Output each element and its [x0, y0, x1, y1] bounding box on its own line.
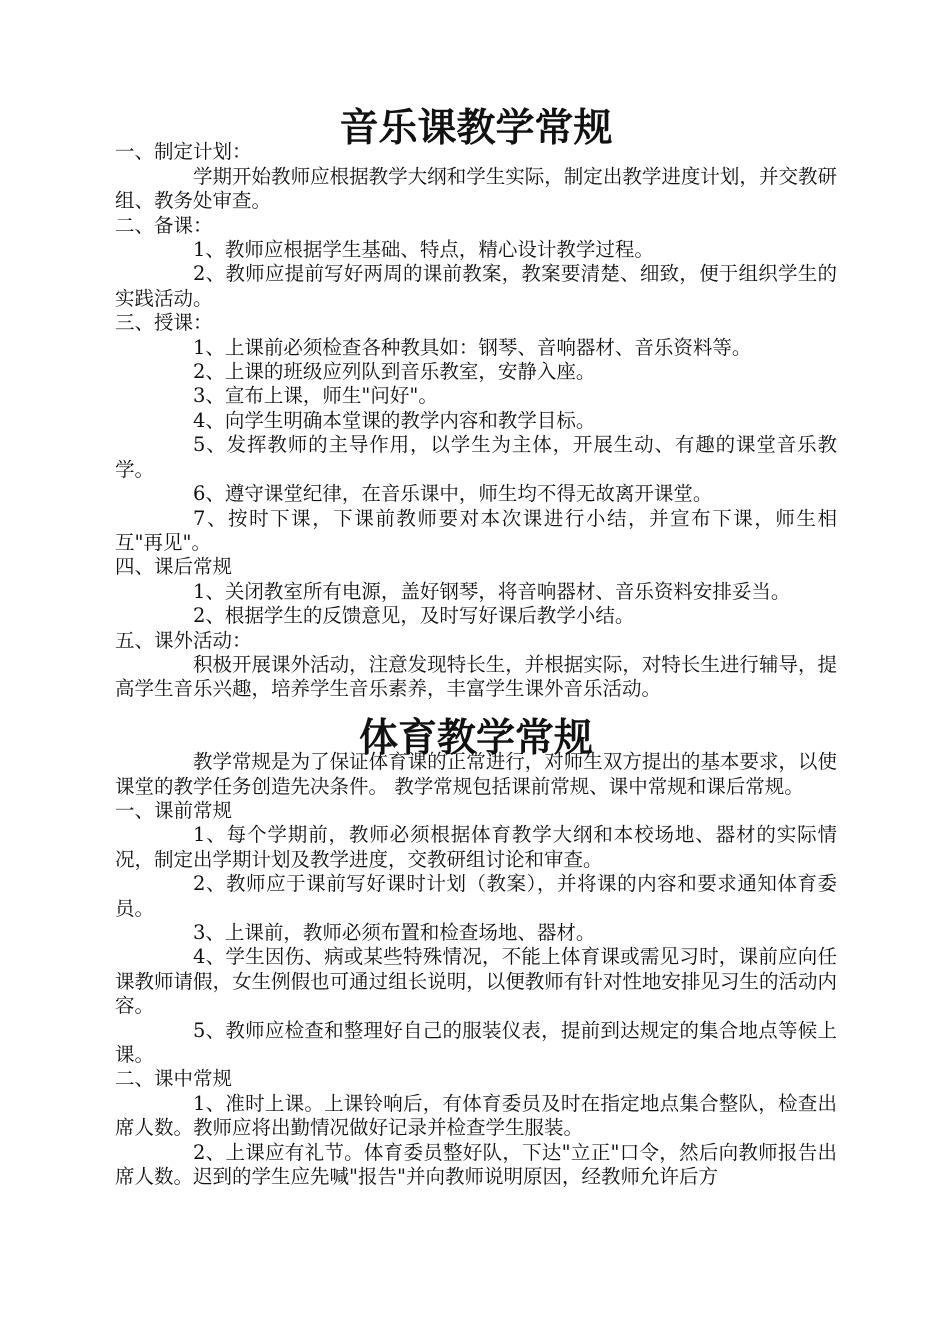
paragraph: 积极开展课外活动，注意发现特长生，并根据实际，对特长生进行辅导，提高学生音乐兴趣，培养学生音乐素养，丰富学生课外音乐活动。 [115, 652, 837, 701]
paragraph: 教学常规是为了保证体育课的正常进行，对师生双方提出的基本要求，以使课堂的教学任务创造先决条件。 教学常规包括课前常规、课中常规和课后常规。 [115, 750, 837, 798]
paragraph: 6、遵守课堂纪律，在音乐课中，师生均不得无故离开课堂。 [193, 482, 713, 506]
paragraph: 2、教师应提前写好两周的课前教案，教案要清楚、细致，便于组织学生的实践活动。 [115, 262, 837, 310]
paragraph: 7、按时下课，下课前教师要对本次课进行小结，并宣布下课，师生相互"再见"。 [115, 506, 837, 554]
section-heading: 一、课前常规 [115, 798, 233, 822]
section-heading: 二、备课： [115, 213, 213, 237]
paragraph: 2、上课的班级应列队到音乐教室，安静入座。 [193, 360, 596, 384]
section-heading: 四、课后常规 [115, 555, 233, 579]
section-heading: 二、课中常规 [115, 1067, 233, 1091]
paragraph: 4、向学生明确本堂课的教学内容和教学目标。 [193, 408, 596, 432]
paragraph: 1、准时上课。上课铃响后，有体育委员及时在指定地点集合整队，检查出席人数。教师应将出勤情况做好记录并检查学生服装。 [115, 1091, 837, 1140]
paragraph: 4、学生因伤、病或某些特殊情况，不能上体育课或需见习时，课前应向任课教师请假，女生例假也可通过组长说明，以便教师有针对性地安排见习生的活动内容。 [115, 945, 837, 1018]
pe-section-body [115, 750, 837, 1189]
paragraph: 3、上课前，教师必须布置和检查场地、器材。 [193, 921, 596, 944]
section-heading: 三、授课： [115, 311, 213, 335]
pe-section-title: 体育教学常规 [358, 714, 593, 761]
paragraph: 2、上课应有礼节。体育委员整好队，下达"立正"口令，然后向教师报告出席人数。迟到的学生应先喊"报告"并向教师说明原因，经教师允许后方 [115, 1140, 837, 1189]
document-page [115, 105, 837, 1189]
paragraph: 1、教师应根据学生基础、特点，精心设计教学过程。 [193, 238, 654, 262]
paragraph: 1、每个学期前，教师必须根据体育教学大纲和本校场地、器材的实际情况，制定出学期计划及教学进度，交教研组讨论和审查。 [115, 823, 837, 871]
paragraph: 5、发挥教师的主导作用，以学生为主体，开展生动、有趣的课堂音乐教学。 [115, 433, 837, 481]
paragraph: 2、教师应于课前写好课时计划（教案），并将课的内容和要求通知体育委员。 [115, 872, 837, 920]
paragraph: 5、教师应检查和整理好自己的服装仪表，提前到达规定的集合地点等候上课。 [115, 1018, 837, 1067]
section-heading: 一、制定计划： [115, 140, 252, 164]
paragraph: 1、关闭教室所有电源，盖好钢琴，将音响器材、音乐资料安排妥当。 [193, 579, 791, 603]
paragraph: 2、根据学生的反馈意见，及时写好课后教学小结。 [193, 604, 635, 628]
music-section-title: 音乐课教学常规 [339, 105, 613, 151]
section-heading: 五、课外活动： [115, 628, 252, 652]
paragraph: 3、宣布上课，师生"问好"。 [193, 384, 438, 408]
paragraph: 1、上课前必须检查各种教具如：钢琴、音响器材、音乐资料等。 [193, 335, 752, 359]
paragraph: 学期开始教师应根据教学大纲和学生实际，制定出教学进度计划，并交教研组、教务处审查。 [115, 164, 837, 213]
music-section-body [115, 140, 837, 701]
